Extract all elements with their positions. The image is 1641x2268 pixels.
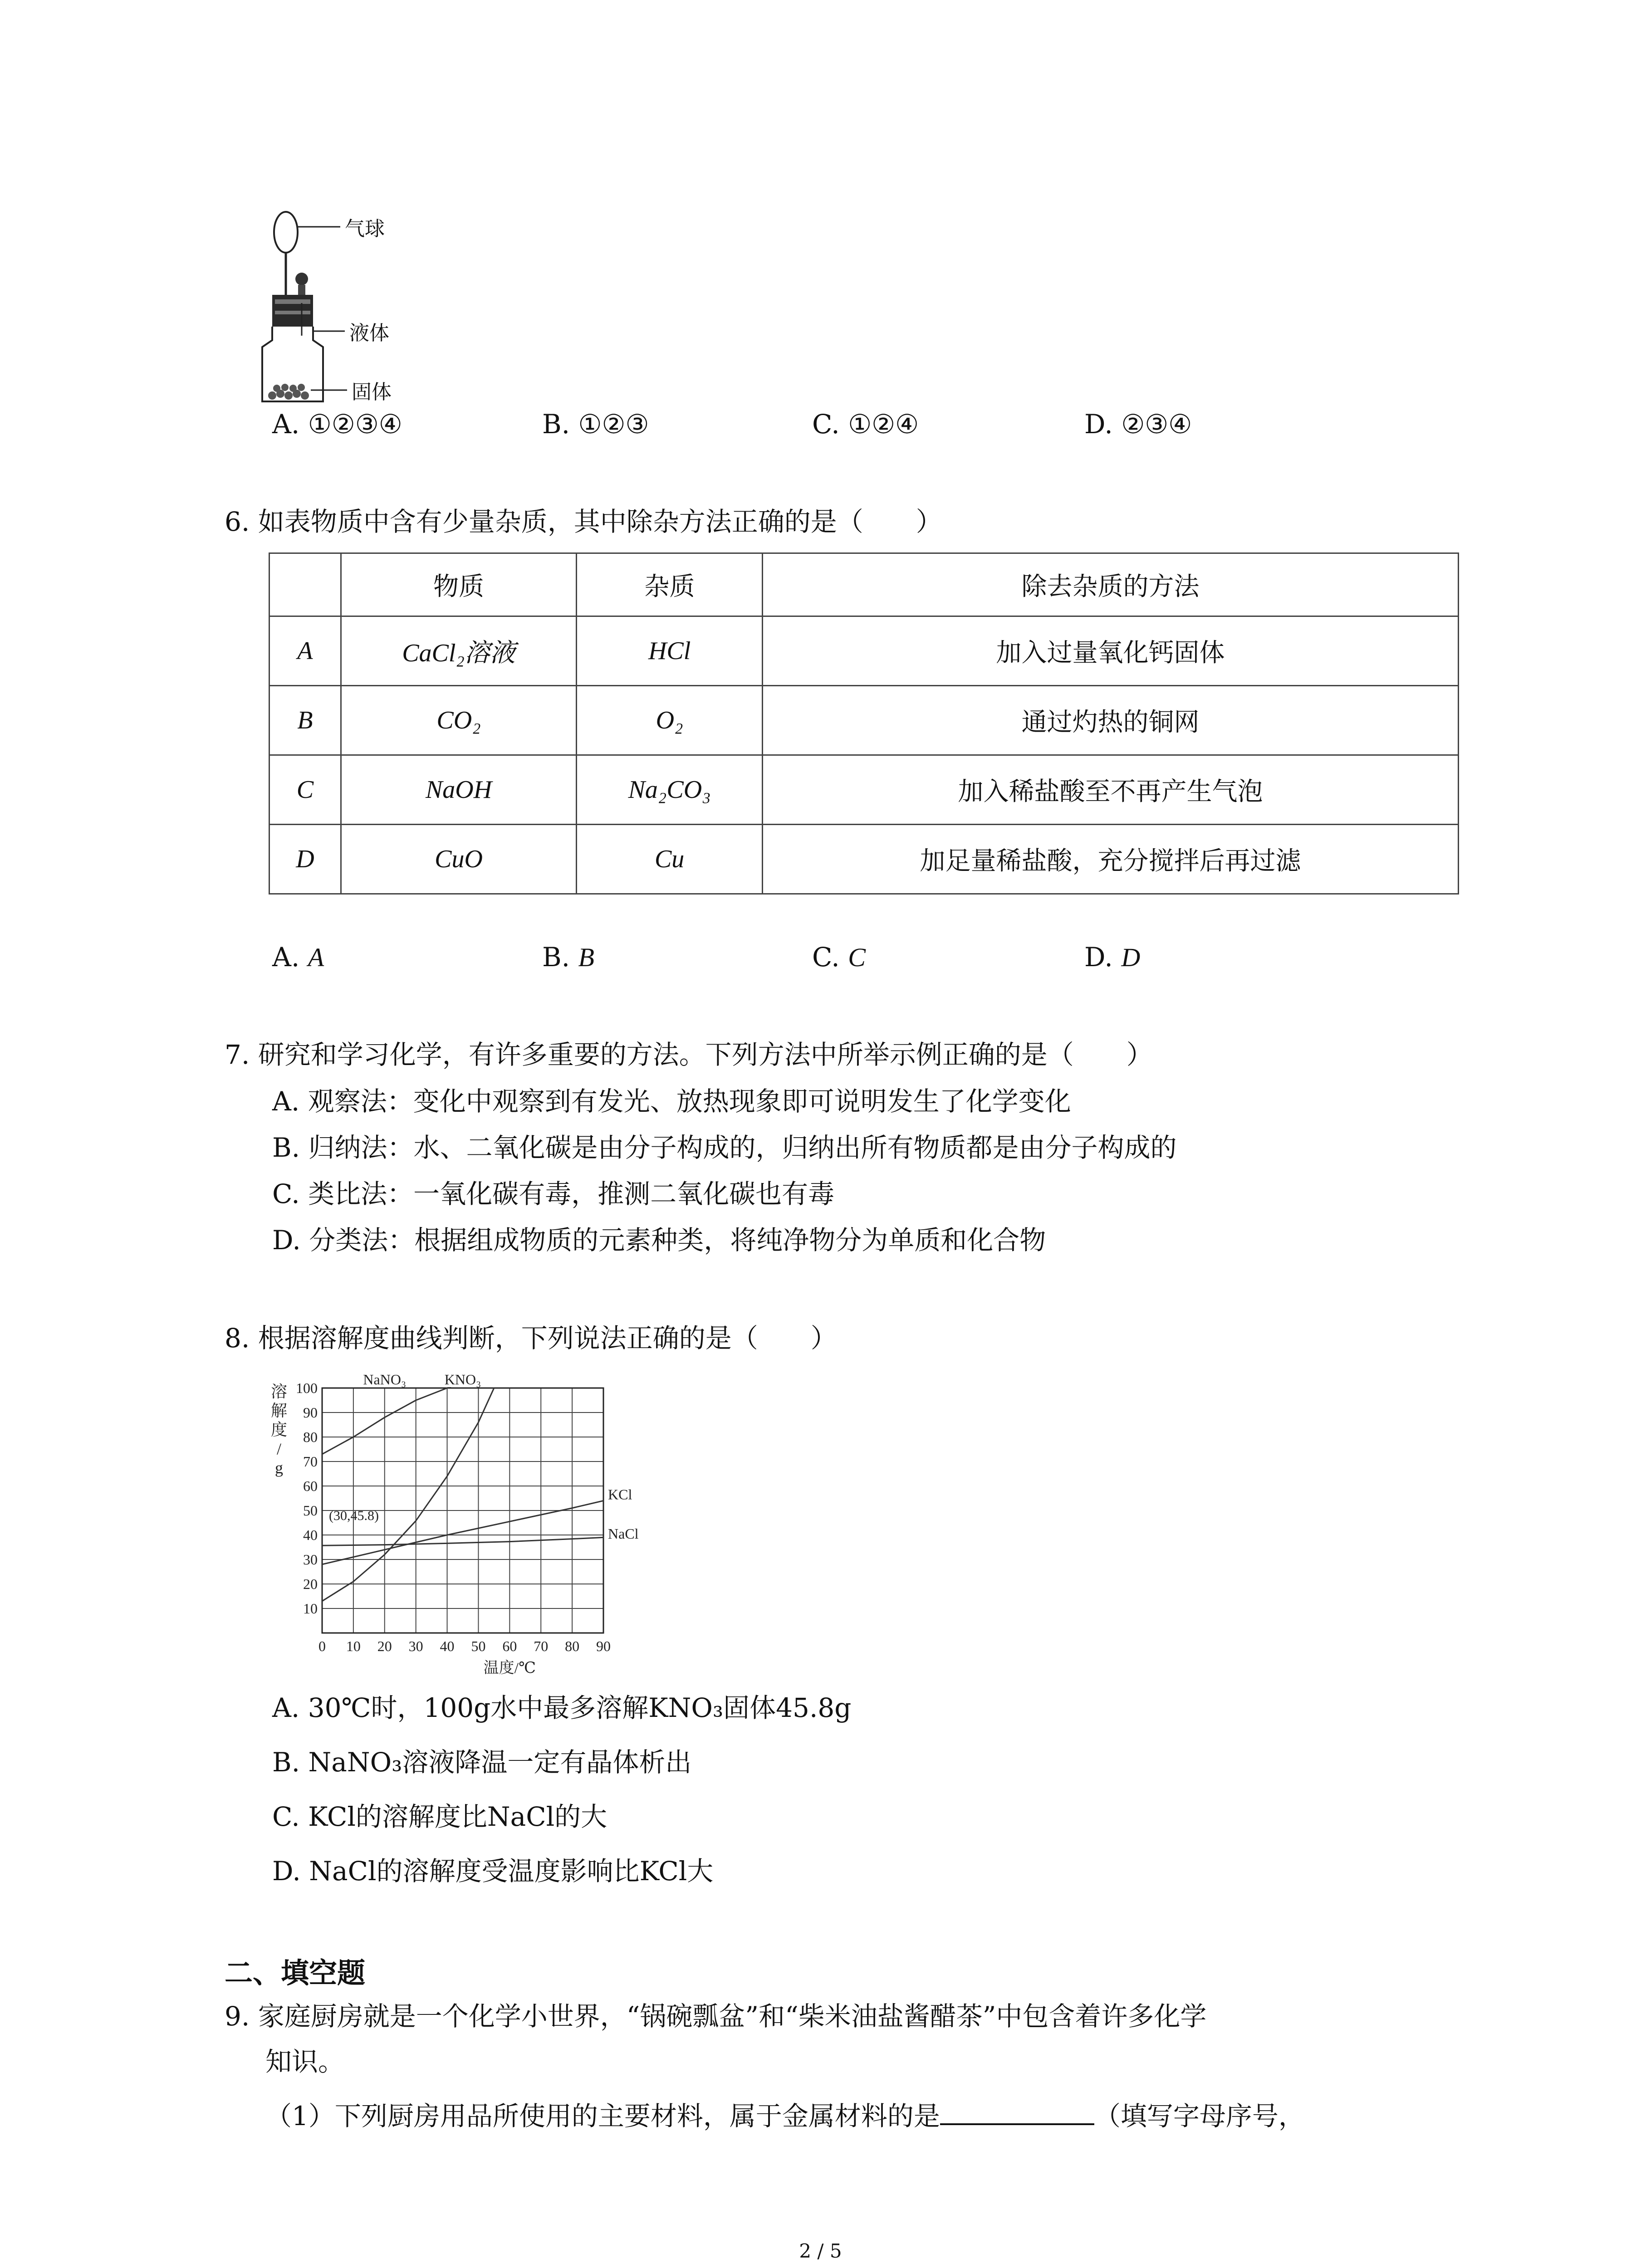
y-tick-labels: [296, 1380, 318, 1617]
x-tick-label: 20: [377, 1638, 392, 1654]
series-label-nacl: NaCl: [608, 1525, 639, 1542]
series-label-kcl: KCl: [608, 1486, 632, 1503]
q9-line2: 知识。: [265, 2046, 345, 2077]
table-header-cell: 杂质: [577, 553, 763, 616]
q9-sub1: （1）下列厨房用品所使用的主要材料，属于金属材料的是 （填写字母序号，: [265, 2098, 1305, 2134]
q7-option-b: B. 归纳法：水、二氧化碳是由分子构成的，归纳出所有物质都是由分子构成的: [272, 1132, 1177, 1163]
x-tick-label: 60: [502, 1638, 517, 1654]
q6-option-b: B. B: [542, 942, 594, 973]
x-tick-label: 90: [596, 1638, 611, 1654]
answer-blank[interactable]: [940, 2098, 1094, 2125]
solid-particles: [268, 384, 309, 400]
row-substance: CuO: [341, 825, 576, 894]
q9-line1: 9. 家庭厨房就是一个化学小世界，“锅碗瓢盆”和“柴米油盐酱醋茶”中包含着许多化学: [225, 2001, 1207, 2032]
y-tick-label: 80: [303, 1429, 318, 1445]
y-tick-label: 90: [303, 1404, 318, 1421]
y-tick-label: 10: [303, 1600, 318, 1617]
q6-stem: 6. 如表物质中含有少量杂质，其中除杂方法正确的是（ ）: [225, 506, 942, 537]
q7-stem: 7. 研究和学习化学，有许多重要的方法。下列方法中所举示例正确的是（ ）: [225, 1039, 1153, 1070]
q5-option-c: C. ①②④: [812, 409, 919, 440]
y-tick-label: 60: [303, 1478, 318, 1494]
q5-option-b: B. ①②③: [542, 409, 649, 440]
q8-option-c: C. KCl的溶解度比NaCl的大: [272, 1801, 607, 1832]
page-number: 2 / 5: [799, 2240, 842, 2262]
y-tick-label: 50: [303, 1502, 318, 1519]
table-header-row: [269, 553, 1459, 616]
q6-option-a: A. A: [272, 942, 324, 973]
x-tick-label: 70: [534, 1638, 549, 1654]
q8-option-b: B. NaNO₃溶液降温一定有晶体析出: [272, 1747, 692, 1778]
row-substance: CaCl₂溶液: [341, 616, 576, 686]
chart-labels: [271, 1371, 639, 1677]
y-tick-label: 40: [303, 1527, 318, 1543]
q6-option-c: C. C: [812, 942, 866, 973]
series-label-nano3: NaNO₃: [363, 1371, 407, 1388]
y-tick-label: 20: [303, 1576, 318, 1592]
q7-option-c: C. 类比法：一氧化碳有毒，推测二氧化碳也有毒: [272, 1178, 835, 1209]
row-substance: CO₂: [341, 686, 576, 755]
row-id: A: [269, 616, 341, 686]
table-row: [269, 825, 1459, 894]
q5-option-d: D. ②③④: [1084, 409, 1192, 440]
y-axis-label: 溶解度/ g: [270, 1383, 288, 1477]
q7-option-d: D. 分类法：根据组成物质的元素种类，将纯净物分为单质和化合物: [272, 1225, 1046, 1256]
row-impurity: HCl: [577, 616, 763, 686]
label-liquid: 液体: [349, 322, 389, 345]
x-tick-labels: [318, 1638, 611, 1654]
q8-stem: 8. 根据溶解度曲线判断，下列说法正确的是（ ）: [225, 1323, 837, 1354]
row-method: 加入过量氧化钙固体: [762, 616, 1458, 686]
row-impurity: O₂: [577, 686, 763, 755]
y-tick-label: 70: [303, 1453, 318, 1470]
table-row: [269, 755, 1459, 825]
table-row: [269, 616, 1459, 686]
q7-option-a: A. 观察法：变化中观察到有发光、放热现象即可说明发生了化学变化: [272, 1086, 1071, 1117]
q6-table: [269, 552, 1459, 894]
x-tick-label: 80: [565, 1638, 580, 1654]
x-tick-label: 10: [346, 1638, 361, 1654]
series-line-NaCl: [322, 1537, 603, 1545]
q6-option-d: D. D: [1084, 942, 1141, 973]
x-axis-label: 温度/℃: [483, 1660, 536, 1677]
row-id: C: [269, 755, 341, 825]
table-row: [269, 686, 1459, 755]
row-impurity: Na₂CO₃: [577, 755, 763, 825]
balloon: [274, 212, 298, 253]
row-id: B: [269, 686, 341, 755]
label-solid: 固体: [352, 381, 392, 404]
chart-curves: [322, 1376, 603, 1601]
q8-option-d: D. NaCl的溶解度受温度影响比KCl大: [272, 1856, 714, 1887]
table-header-cell: [269, 553, 341, 616]
row-id: D: [269, 825, 341, 894]
row-method: 加入稀盐酸至不再产生气泡: [762, 755, 1458, 825]
row-method: 通过灼热的铜网: [762, 686, 1458, 755]
series-line-KNO₃: [322, 1388, 494, 1601]
row-method: 加足量稀盐酸，充分搅拌后再过滤: [762, 825, 1458, 894]
q5-option-a: A. ①②③④: [272, 409, 402, 440]
solubility-chart: [254, 1365, 708, 1678]
x-tick-label: 30: [408, 1638, 423, 1654]
section-heading: 二、填空题: [225, 1956, 366, 1989]
y-tick-label: 100: [296, 1380, 318, 1396]
x-tick-label: 0: [318, 1638, 326, 1654]
y-tick-label: 30: [303, 1551, 318, 1568]
row-impurity: Cu: [577, 825, 763, 894]
row-substance: NaOH: [341, 755, 576, 825]
table-header-cell: 除去杂质的方法: [762, 553, 1458, 616]
x-tick-label: 40: [440, 1638, 455, 1654]
series-label-kno3: KNO₃: [444, 1371, 481, 1388]
table-header-cell: 物质: [341, 553, 576, 616]
point-annotation: (30,45.8): [329, 1508, 379, 1523]
q8-option-a: A. 30℃时，100g水中最多溶解KNO₃固体45.8g: [272, 1692, 852, 1723]
label-balloon: 气球: [345, 217, 385, 240]
x-tick-label: 50: [471, 1638, 486, 1654]
